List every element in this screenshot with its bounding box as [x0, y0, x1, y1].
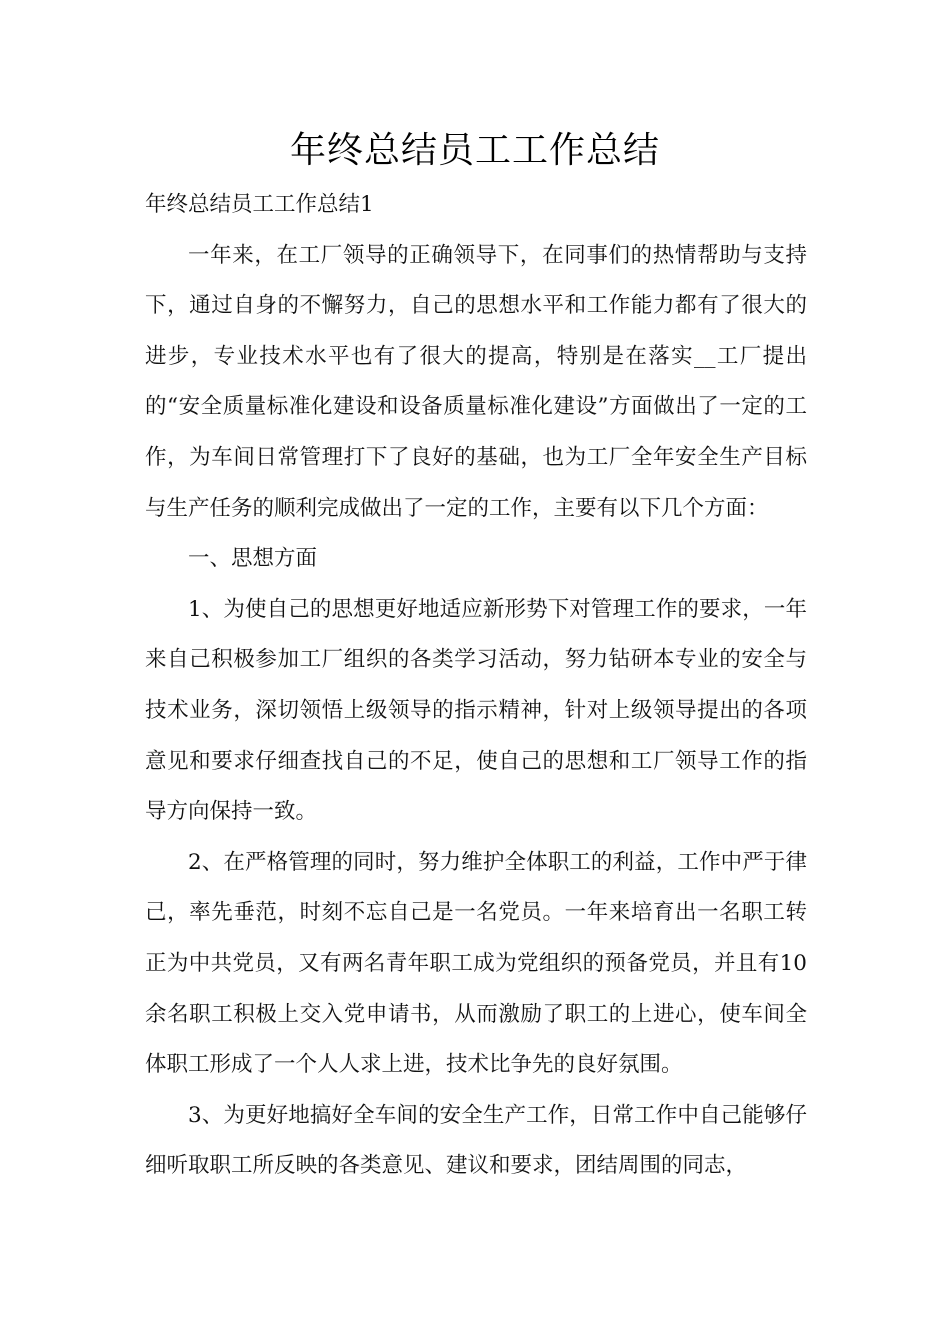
section-heading-thought: 一、思想方面	[188, 546, 318, 572]
paragraph-item-3: 3、为更好地搞好全车间的安全生产工作，日常工作中自己能够仔细听取职工所反映的各类意见、建议和要求，团结周围的同志，	[145, 1102, 807, 1179]
document-title: 年终总结员工工作总结	[289, 130, 660, 171]
paragraph-item-2: 2、在严格管理的同时，努力维护全体职工的利益，工作中严于律己，率先垂范，时刻不忘自己是一名党员。一年来培育出一名职工转正为中共党员，又有两名青年职工成为党组织的预备党员，并且有10余名职工积极上交入党申请书，从而激励了职工的上进心，使车间全体职工形成了一个人人求上进，技术比争先的良好氛围。	[145, 849, 807, 1078]
document-subtitle: 年终总结员工工作总结1	[145, 192, 374, 217]
document-body	[145, 180, 807, 1192]
paragraph-intro: 一年来，在工厂领导的正确领导下，在同事们的热情帮助与支持下，通过自身的不懈努力，自己的思想水平和工作能力都有了很大的进步，专业技术水平也有了很大的提高，特别是在落实__工厂提出的“安全质量标准化建设和设备质量标准化建设”方面做出了一定的工作，为车间日常管理打下了良好的基础，也为工厂全年安全生产目标与生产任务的顺利完成做出了一定的工作，主要有以下几个方面：	[145, 242, 807, 521]
paragraph-item-1: 1、为使自己的思想更好地适应新形势下对管理工作的要求，一年来自己积极参加工厂组织的各类学习活动，努力钻研本专业的安全与技术业务，深切领悟上级领导的指示精神，针对上级领导提出的各项意见和要求仔细查找自己的不足，使自己的思想和工厂领导工作的指导方向保持一致。	[145, 596, 807, 825]
